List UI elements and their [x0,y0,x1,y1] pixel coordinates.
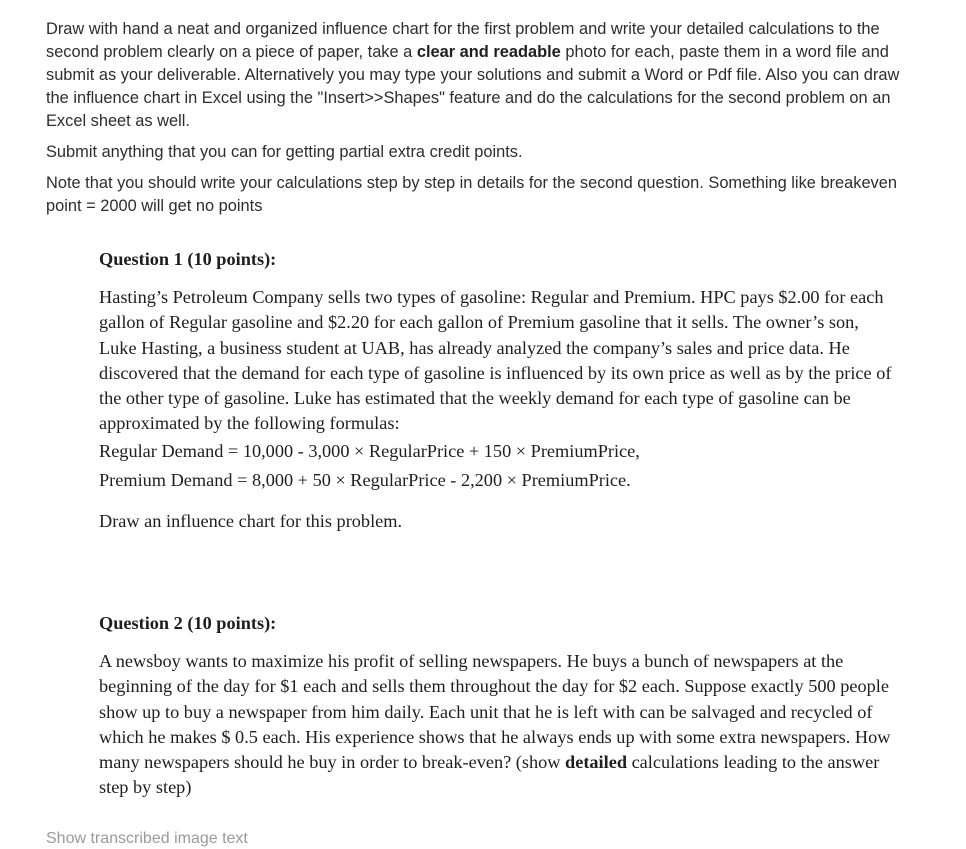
regular-demand-formula: Regular Demand = 10,000 - 3,000 × RegularPrice + 150 × PremiumPrice, [99,440,640,461]
question-1-body: Hasting’s Petroleum Company sells two types of gasoline: Regular and Premium. HPC pays $2.00 for each gallon of Regular gasoline and $2.20 for each gallon of Premium gasoline that it sells. The owner’s son, Luke Hasting, a business student at UAB, has already analyzed the company’s sales and price data. He discovered that the demand for each type of gasoline is influenced by its own price as well as by the price of the other type of gasoline. Luke has estimated that the weekly demand for each type of gasoline can be approximated by the following formulas: [99,287,892,434]
premium-demand-formula: Premium Demand = 8,000 + 50 × RegularPrice - 2,200 × PremiumPrice. [99,469,631,490]
question-1 [99,248,899,534]
question-2-emphasis: detailed [565,752,627,773]
instructions-emphasis: clear and readable [416,43,561,61]
question-2-body [99,649,899,801]
instructions-paragraph-3: Note that you should write your calculations step by step in details for the second question. Something like breakeven point = 2000 will get no points [46,174,897,215]
question-2 [99,612,899,801]
question-2-heading: Question 2 (10 points): [99,613,277,633]
question-1-heading: Question 1 (10 points): [99,249,277,269]
question-1-task: Draw an influence chart for this problem. [99,510,403,531]
question-2-text-b: calculations leading to the answer step by step) [99,752,880,798]
instructions-block [46,18,906,226]
instructions-text-1a: Draw with hand a neat and organized influence chart for the first problem and write your detailed calculations to the second problem clearly on a piece of paper, take a [46,20,880,61]
question-2-text-a: A newsboy wants to maximize his profit of selling newspapers. He buys a bunch of newspapers at the beginning of the day for $1 each and sells them throughout the day for $2 each. Suppose exactly 500 people show up to buy a newspaper from him daily. Each unit that he is left with can be salvaged and recycled of which he makes $ 0.5 each. His experience shows that he always ends up with some extra newspapers. How many newspapers should he buy in order to break-even? (show [99,651,891,773]
show-transcribed-text-link[interactable]: Show transcribed image text [46,830,248,847]
instructions-text-1b: photo for each, paste them in a word file and submit as your deliverable. Alternatively you may type your solutions and submit a Word or Pdf file. Also you can draw the influence chart in Excel using the "Insert>>Shapes" feature and do the calculations for the second problem on an Excel sheet as well. [46,43,900,130]
instructions-paragraph-2: Submit anything that you can for getting partial extra credit points. [46,143,523,161]
instructions-paragraph-1 [46,18,906,133]
